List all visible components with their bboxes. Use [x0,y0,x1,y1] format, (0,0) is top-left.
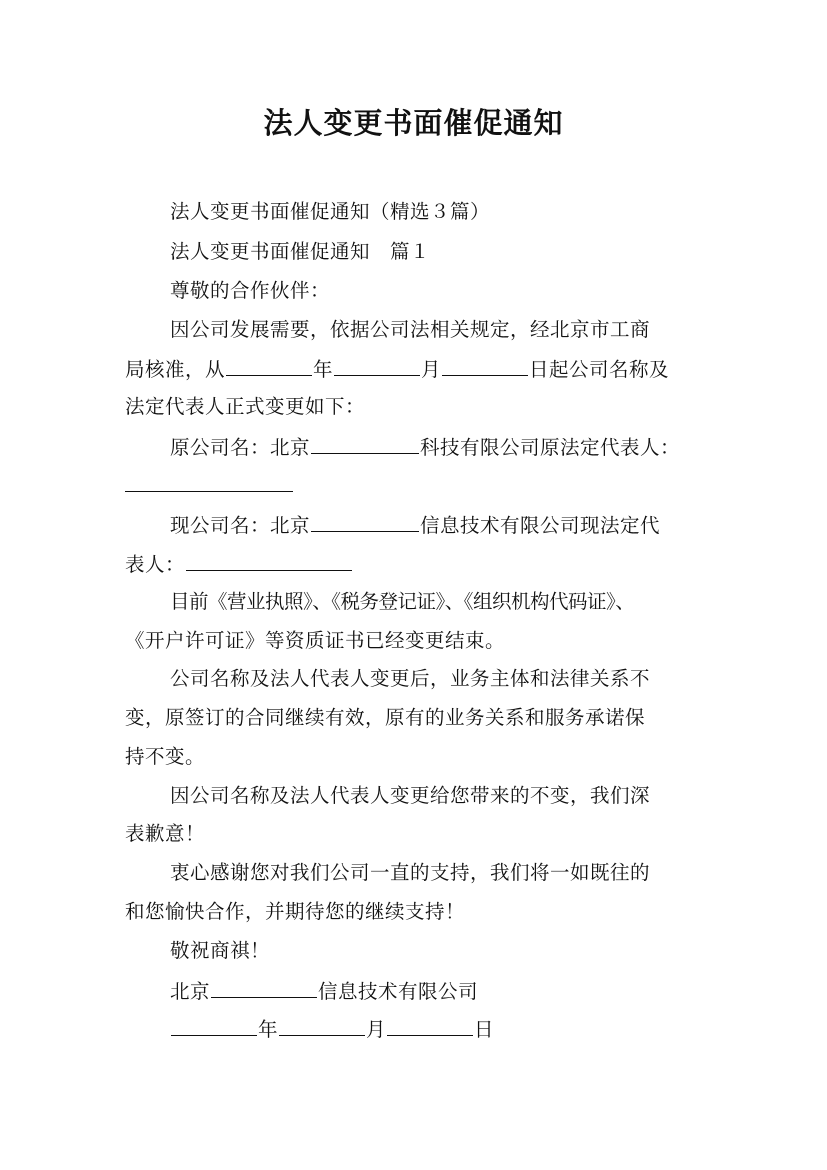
paragraph-5-line-1: 公司名称及法人代表人变更后，业务主体和法律关系不 [170,667,651,690]
paragraph-3-line-1 [170,512,660,538]
document-heading: 法人变更书面催促通知（精选３篇） [170,200,491,223]
paragraph-1-line-2 [125,356,669,382]
text-fragment: 局核准，从 [125,358,226,381]
paragraph-2-line-1 [170,434,680,460]
blank-old-legal-rep [125,471,293,492]
paragraph-3-line-2 [125,551,353,577]
text-fragment: 信息技术有限公司现法定代 [420,514,661,537]
text-fragment: 原公司名：北京 [170,436,311,459]
blank-new-legal-rep [186,551,352,571]
text-fragment: 月 [366,1018,387,1041]
blank-sign-month [279,1016,365,1036]
text-fragment: 月 [421,358,442,381]
paragraph-5-line-3: 持不变。 [125,745,206,768]
paragraph-7-line-2: 和您愉快合作，并期待您的继续支持！ [125,900,466,923]
closing-salutation: 敬祝商祺！ [170,939,271,962]
paragraph-6-line-1: 因公司名称及法人代表人变更给您带来的不变，我们深 [170,784,651,807]
blank-year [226,356,312,376]
paragraph-6-line-2: 表歉意！ [125,822,206,845]
text-fragment: 日 [474,1018,495,1041]
blank-new-company [311,512,419,532]
signature-line [170,978,478,1004]
paragraph-1-line-1: 因公司发展需要，依据公司法相关规定，经北京市工商 [170,318,651,341]
blank-old-company [311,434,419,454]
date-line [170,1016,494,1042]
blank-month [334,356,420,376]
text-fragment: 年 [258,1018,279,1041]
paragraph-7-line-1: 衷心感谢您对我们公司一直的支持，我们将一如既往的 [170,861,651,884]
text-fragment: 现公司名：北京 [170,514,311,537]
greeting: 尊敬的合作伙伴： [170,279,331,302]
document-title: 法人变更书面催促通知 [263,106,564,140]
blank-sign-day [387,1016,473,1036]
blank-signature-company [211,978,317,998]
text-fragment: 表人： [125,553,186,576]
paragraph-5-line-2: 变，原签订的合同继续有效，原有的业务关系和服务承诺保 [125,706,646,729]
section-heading: 法人变更书面催促通知 篇１ [170,240,431,263]
text-fragment: 日起公司名称及 [529,358,670,381]
blank-sign-year [171,1016,257,1036]
paragraph-4-line-1: 目前《营业执照》、《税务登记证》、《组织机构代码证》、 [170,590,635,613]
paragraph-4-line-2: 《开户许可证》等资质证书已经变更结束。 [125,629,506,652]
text-fragment: 年 [313,358,334,381]
blank-day [442,356,528,376]
text-fragment: 科技有限公司原法定代表人： [420,436,681,459]
text-fragment: 北京 [170,980,211,1003]
paragraph-1-line-3: 法定代表人正式变更如下： [125,395,366,418]
text-fragment: 信息技术有限公司 [318,980,479,1003]
